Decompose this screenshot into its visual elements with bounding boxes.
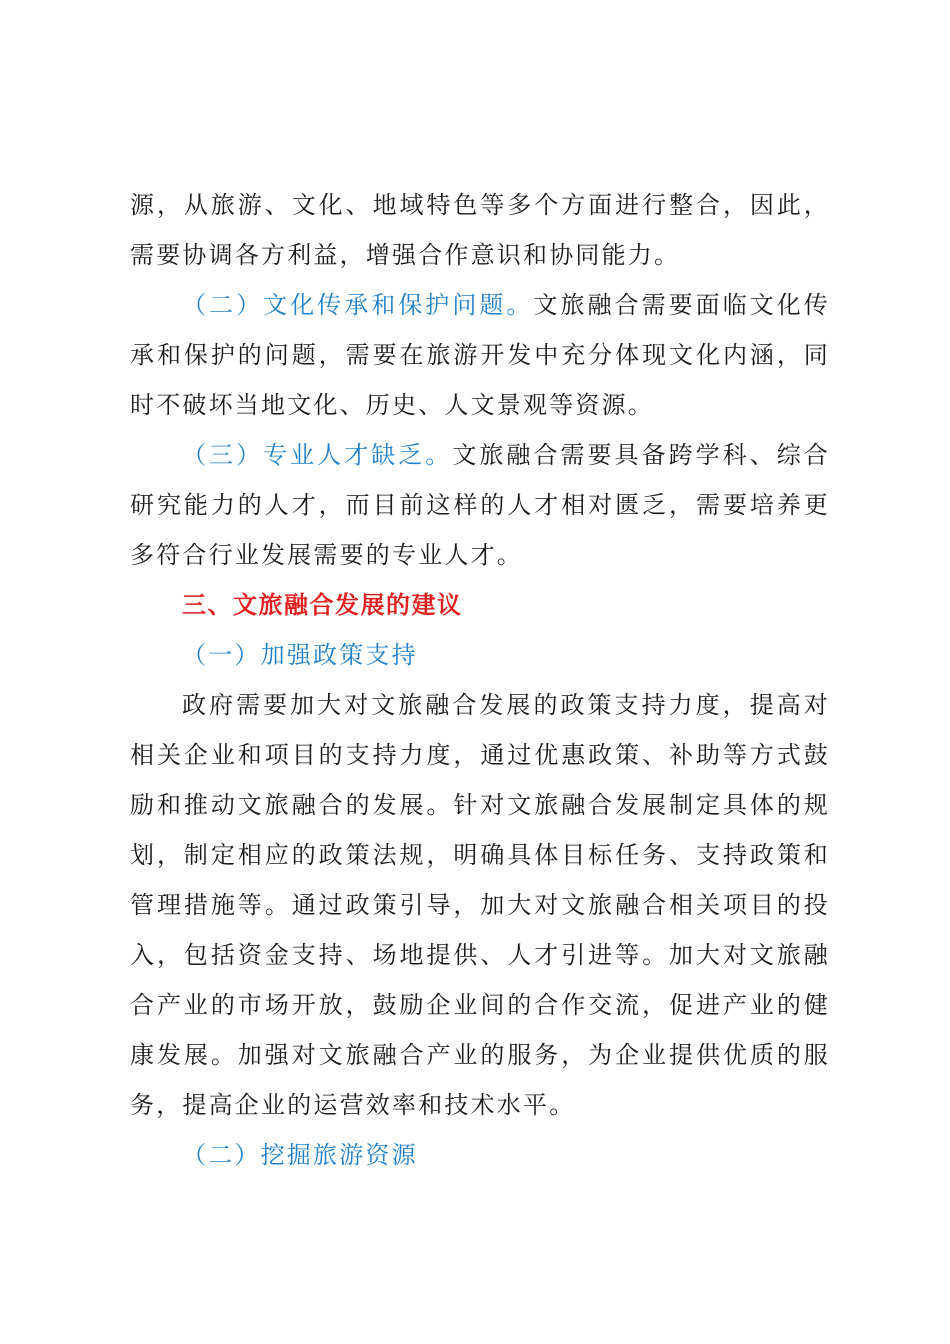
paragraph-text: 源，从旅游、文化、地域特色等多个方面进行整合，因此，需要协调各方利益，增强合作意识和协同能力。 xyxy=(130,191,830,269)
document-page xyxy=(130,180,830,1180)
paragraph-cultural-heritage xyxy=(130,280,830,430)
paragraph-text: 文旅融合需要面临文化传承和保护的问题，需要在旅游开发中充分体现文化内涵，同时不破坏当地文化、历史、人文景观等资源。 xyxy=(130,291,830,419)
paragraph-talent-shortage xyxy=(130,430,830,580)
paragraph-continuation xyxy=(130,180,830,280)
paragraph-text: 政府需要加大对文旅融合发展的政策支持力度，提高对相关企业和项目的支持力度，通过优惠政策、补助等方式鼓励和推动文旅融合的发展。针对文旅融合发展制定具体的规划，制定相应的政策法规，明确具体目标任务、支持政策和管理措施等。通过政策引导，加大对文旅融合相关项目的投入，包括资金支持、场地提供、人才引进等。加大对文旅融合产业的市场开放，鼓励企业间的合作交流，促进产业的健康发展。加强对文旅融合产业的服务，为企业提供优质的服务，提高企业的运营效率和技术水平。 xyxy=(130,691,830,1119)
paragraph-policy-body xyxy=(130,680,830,1130)
subsection-heading-policy: （一）加强政策支持 xyxy=(182,641,418,669)
paragraph-lead-heading: （三）专业人才缺乏。 xyxy=(182,441,453,469)
paragraph-text: 文旅融合需要具备跨学科、综合研究能力的人才，而目前这样的人才相对匮乏，需要培养更多符合行业发展需要的专业人才。 xyxy=(130,441,830,569)
paragraph-lead-heading: （二）文化传承和保护问题。 xyxy=(182,291,534,319)
subsection-heading-resources: （二）挖掘旅游资源 xyxy=(182,1141,418,1169)
section-heading: 三、文旅融合发展的建议 xyxy=(182,591,463,619)
